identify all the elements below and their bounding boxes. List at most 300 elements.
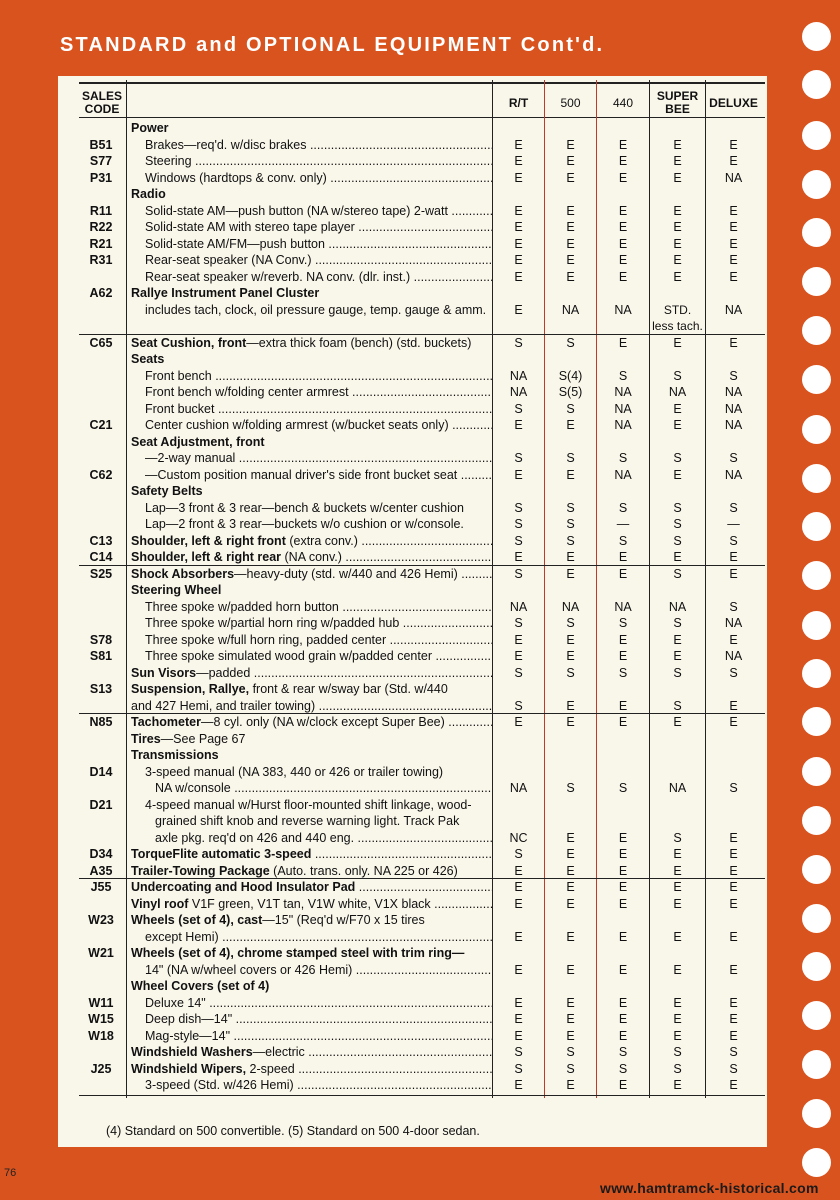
availability-440: E — [618, 847, 628, 861]
availability-deluxe: E — [729, 253, 738, 267]
availability-rt: S — [514, 401, 523, 416]
sales-code: A62 — [89, 286, 113, 300]
item-description: TorqueFlite automatic 3-speed ..... — [131, 846, 492, 862]
item-description: axle pkg. req'd on 426 and 440 eng. ..... — [155, 830, 492, 846]
availability-super-bee: E — [673, 1078, 682, 1092]
availability-deluxe: E — [729, 335, 738, 350]
table-row — [79, 450, 765, 466]
availability-super-bee: E — [673, 1028, 682, 1043]
availability-deluxe: E — [729, 137, 738, 152]
item-description: Trailer-Towing Package (Auto. trans. only. NA 225 or 426) — [131, 863, 458, 878]
availability-super-bee: S — [673, 1045, 682, 1059]
availability-rt: E — [514, 203, 523, 218]
availability-deluxe: E — [729, 550, 738, 564]
availability-500: E — [566, 632, 575, 647]
availability-super-bee: S — [673, 1061, 682, 1076]
availability-deluxe: NA — [724, 467, 743, 482]
binder-hole — [802, 70, 831, 99]
item-description: Transmissions — [131, 748, 219, 762]
availability-440: E — [618, 962, 628, 977]
table-row — [79, 153, 765, 169]
availability-rt: E — [514, 962, 523, 977]
availability-super-bee: E — [673, 880, 682, 894]
availability-500: E — [566, 649, 575, 663]
footnote: (4) Standard on 500 convertible. (5) Standard on 500 4-door sedan. — [106, 1124, 480, 1138]
table-row — [79, 137, 765, 153]
availability-440: E — [618, 880, 628, 894]
availability-440: E — [618, 154, 628, 168]
availability-deluxe: E — [729, 995, 738, 1010]
availability-500: E — [566, 1078, 575, 1092]
sales-code: S25 — [89, 566, 113, 581]
availability-500: E — [566, 137, 575, 152]
header-code-line2: CODE — [84, 102, 120, 116]
availability-440: E — [618, 236, 628, 251]
availability-deluxe: NA — [724, 170, 743, 185]
item-description: —2-way manual ..... — [145, 450, 492, 466]
availability-rt: E — [514, 269, 523, 284]
table-row — [79, 1044, 765, 1060]
sales-code: W23 — [88, 913, 114, 927]
item-description: and 427 Hemi, and trailer towing) ..... — [131, 698, 492, 714]
availability-440: E — [618, 649, 628, 663]
availability-500: E — [566, 418, 575, 432]
header-rt: R/T — [508, 96, 529, 110]
availability-deluxe: E — [729, 236, 738, 251]
availability-super-bee: E — [673, 1012, 682, 1026]
availability-rt: S — [514, 451, 523, 465]
sales-code: W18 — [88, 1028, 114, 1043]
sales-code: R21 — [89, 236, 113, 251]
availability-super-bee: E — [673, 649, 682, 663]
sales-code: B51 — [89, 137, 113, 152]
binder-hole — [802, 170, 831, 199]
availability-super-bee: less tach. — [652, 319, 703, 333]
item-description: Lap—3 front & 3 rear—bench & buckets w/center cushion — [145, 500, 464, 515]
availability-500: E — [566, 896, 575, 911]
availability-deluxe: E — [729, 154, 738, 168]
availability-440: E — [618, 269, 628, 284]
availability-deluxe: NA — [724, 649, 743, 663]
availability-rt: S — [514, 847, 523, 861]
sales-code: R11 — [89, 203, 113, 218]
item-description: Sun Visors—padded ..... — [131, 665, 492, 681]
availability-500: E — [566, 847, 575, 861]
item-description: Steering ..... — [145, 153, 492, 169]
header-super-line1: SUPER — [656, 89, 699, 103]
table-row — [79, 120, 765, 136]
table-row — [79, 582, 765, 598]
availability-super-bee: E — [673, 253, 682, 267]
availability-440: E — [618, 550, 628, 564]
availability-rt: E — [514, 236, 523, 251]
sales-code: C14 — [89, 550, 113, 564]
availability-super-bee: E — [673, 929, 682, 944]
table-row — [79, 269, 765, 285]
availability-440: E — [618, 1028, 628, 1043]
availability-deluxe: NA — [724, 385, 743, 399]
item-description: 4-speed manual w/Hurst floor-mounted shift linkage, wood- — [145, 797, 472, 812]
binder-hole — [802, 22, 831, 51]
availability-440: S — [618, 781, 628, 795]
table-row — [79, 368, 765, 384]
availability-440: — — [616, 517, 630, 531]
binder-hole — [802, 659, 831, 688]
table-row — [79, 533, 765, 549]
availability-super-bee: E — [673, 170, 682, 185]
availability-440: S — [618, 1045, 628, 1059]
availability-deluxe: E — [729, 698, 738, 713]
availability-deluxe: E — [729, 566, 738, 581]
availability-super-bee: S — [673, 500, 682, 515]
availability-super-bee: S — [673, 517, 682, 531]
availability-500: E — [566, 236, 575, 251]
availability-rt: S — [514, 1045, 523, 1059]
binder-hole — [802, 1001, 831, 1030]
availability-super-bee: S — [673, 665, 682, 680]
availability-rt: E — [514, 467, 523, 482]
table-row — [79, 846, 765, 862]
availability-rt: NC — [509, 830, 528, 845]
availability-deluxe: E — [729, 220, 738, 234]
item-description: Wheel Covers (set of 4) — [131, 979, 270, 993]
availability-super-bee: E — [673, 137, 682, 152]
table-row — [79, 698, 765, 714]
availability-deluxe: E — [729, 1078, 738, 1092]
item-description: Three spoke simulated wood grain w/padded center ..... — [145, 648, 492, 664]
table-row — [79, 731, 765, 747]
item-description: Windshield Wipers, 2-speed ..... — [131, 1061, 492, 1077]
item-description: Seat Cushion, front—extra thick foam (bench) (std. buckets) — [131, 335, 472, 350]
table-row — [79, 351, 765, 367]
sales-code: C13 — [89, 533, 113, 548]
availability-deluxe: E — [729, 962, 738, 977]
availability-super-bee: E — [673, 715, 682, 729]
sales-code: C21 — [89, 418, 113, 432]
table-row — [79, 186, 765, 202]
availability-440: NA — [614, 302, 632, 317]
binder-hole — [802, 267, 831, 296]
availability-440: E — [618, 170, 628, 185]
table-row — [79, 1011, 765, 1027]
availability-500: S — [566, 335, 575, 350]
section-rule — [79, 713, 765, 714]
availability-rt: S — [514, 698, 523, 713]
availability-500: E — [566, 1028, 575, 1043]
availability-440: NA — [614, 467, 632, 482]
table-row — [79, 483, 765, 499]
availability-deluxe: NA — [724, 401, 743, 416]
sales-code: C62 — [89, 467, 113, 482]
availability-440: E — [618, 137, 628, 152]
header-deluxe: DELUXE — [709, 96, 758, 110]
item-description: Brakes—req'd. w/disc brakes ..... — [145, 137, 492, 153]
item-description: Windows (hardtops & conv. only) ..... — [145, 170, 492, 186]
binder-hole — [802, 218, 831, 247]
availability-deluxe: NA — [724, 418, 743, 432]
availability-rt: E — [514, 418, 523, 432]
availability-rt: E — [514, 550, 523, 564]
availability-500: E — [566, 830, 575, 845]
item-description: Front bucket ..... — [145, 401, 492, 417]
availability-super-bee: E — [673, 550, 682, 564]
table-row — [79, 203, 765, 219]
binder-hole — [802, 415, 831, 444]
availability-500: E — [566, 863, 575, 878]
item-description: except Hemi) ..... — [145, 929, 492, 945]
item-description: Undercoating and Hood Insulator Pad ..... — [131, 879, 492, 895]
item-description: Rear-seat speaker (NA Conv.) ..... — [145, 252, 492, 268]
availability-500: S — [566, 1045, 575, 1059]
table-row — [79, 995, 765, 1011]
table-row — [79, 879, 765, 895]
sales-code: D21 — [89, 797, 113, 812]
availability-deluxe: E — [729, 1012, 738, 1026]
table-row — [79, 632, 765, 648]
availability-440: E — [618, 253, 628, 267]
availability-500: E — [566, 467, 575, 482]
table-row — [79, 929, 765, 945]
availability-deluxe: — — [727, 517, 740, 531]
binder-hole — [802, 316, 831, 345]
availability-deluxe: NA — [724, 616, 743, 630]
availability-deluxe: E — [729, 715, 738, 729]
availability-500: E — [566, 203, 575, 218]
item-description: Solid-state AM/FM—push button ..... — [145, 236, 492, 252]
item-description: Wheels (set of 4), cast—15" (Req'd w/F70 x 15 tires — [131, 913, 425, 927]
availability-deluxe: S — [729, 599, 738, 614]
table-row — [79, 1028, 765, 1044]
item-description: Windshield Washers—electric ..... — [131, 1044, 492, 1060]
binder-hole — [802, 757, 831, 786]
availability-500: NA — [561, 599, 580, 614]
item-description: NA w/console ..... — [155, 780, 492, 796]
availability-rt: S — [514, 566, 523, 581]
availability-500: S — [566, 1061, 575, 1076]
availability-rt: S — [514, 533, 523, 548]
availability-super-bee: STD. — [663, 302, 692, 317]
binder-hole — [802, 611, 831, 640]
header-sales-code — [79, 90, 125, 116]
availability-super-bee: S — [673, 616, 682, 630]
availability-super-bee: S — [673, 451, 682, 465]
table-row — [79, 549, 765, 565]
sales-code: R31 — [89, 253, 113, 267]
availability-500: E — [566, 566, 575, 581]
availability-deluxe: E — [729, 929, 738, 944]
item-description: grained shift knob and reverse warning light. Track Pak — [155, 814, 460, 828]
item-description: Seats — [131, 352, 165, 366]
availability-deluxe: S — [729, 665, 738, 680]
availability-440: E — [618, 335, 628, 350]
availability-deluxe: S — [729, 1061, 738, 1076]
availability-500: S — [566, 665, 575, 680]
availability-rt: S — [514, 517, 523, 531]
table-row — [79, 912, 765, 928]
section-rule — [79, 334, 765, 335]
availability-deluxe: E — [729, 880, 738, 894]
availability-super-bee: E — [673, 154, 682, 168]
table-row — [79, 467, 765, 483]
availability-rt: E — [514, 253, 523, 267]
sales-code: R22 — [89, 220, 113, 234]
availability-500: E — [566, 269, 575, 284]
availability-rt: S — [514, 665, 523, 680]
availability-super-bee: E — [673, 269, 682, 284]
availability-rt: E — [514, 1012, 523, 1026]
availability-rt: E — [514, 632, 523, 647]
availability-rt: NA — [509, 781, 528, 795]
item-description: Seat Adjustment, front — [131, 434, 265, 449]
availability-500: NA — [561, 302, 580, 317]
sales-code: C65 — [89, 335, 113, 350]
item-description: 3-speed manual (NA 383, 440 or 426 or trailer towing) — [145, 764, 444, 779]
binder-hole — [802, 561, 831, 590]
availability-440: E — [618, 830, 628, 845]
availability-440: S — [618, 1061, 628, 1076]
availability-super-bee: NA — [668, 385, 687, 399]
header-500: 500 — [560, 96, 581, 110]
availability-440: NA — [614, 401, 632, 416]
item-description: Steering Wheel — [131, 583, 222, 597]
binder-hole — [802, 855, 831, 884]
availability-440: S — [618, 500, 628, 515]
binder-holes — [780, 0, 840, 1200]
availability-super-bee: E — [673, 995, 682, 1010]
availability-500: S — [566, 517, 575, 531]
availability-super-bee: E — [673, 467, 682, 482]
availability-440: E — [618, 1012, 628, 1026]
availability-super-bee: S — [673, 368, 682, 383]
availability-500: E — [566, 253, 575, 267]
availability-super-bee: E — [673, 847, 682, 861]
item-description: Three spoke w/full horn ring, padded center ..... — [145, 632, 492, 648]
binder-hole — [802, 1099, 831, 1128]
binder-hole — [802, 904, 831, 933]
availability-500: E — [566, 995, 575, 1010]
sales-code: W21 — [88, 946, 114, 960]
table-row — [79, 780, 765, 796]
sales-code: D34 — [89, 847, 113, 861]
sales-code: S81 — [89, 649, 113, 663]
availability-super-bee: S — [673, 533, 682, 548]
item-description: Rear-seat speaker w/reverb. NA conv. (dlr. inst.) ..... — [145, 269, 492, 285]
item-description: Rallye Instrument Panel Cluster — [131, 286, 320, 300]
sales-code: D14 — [89, 764, 113, 779]
item-description: Radio — [131, 187, 166, 201]
availability-super-bee: E — [673, 418, 682, 432]
availability-super-bee: NA — [668, 781, 687, 795]
item-description: Wheels (set of 4), chrome stamped steel with trim ring— — [131, 946, 465, 960]
table-row — [79, 830, 765, 846]
availability-deluxe: E — [729, 203, 738, 218]
availability-super-bee: E — [673, 236, 682, 251]
availability-rt: E — [514, 154, 523, 168]
header-rule — [79, 117, 765, 118]
table-row — [79, 945, 765, 961]
table-row — [79, 681, 765, 697]
item-description: Shock Absorbers—heavy-duty (std. w/440 and 426 Hemi) ..... — [131, 566, 492, 582]
item-description: Tachometer—8 cyl. only (NA w/clock except Super Bee) ..... — [131, 714, 492, 730]
availability-440: E — [618, 203, 628, 218]
source-watermark: www.hamtramck-historical.com — [600, 1180, 819, 1196]
availability-440: S — [618, 616, 628, 630]
availability-440: E — [618, 220, 628, 234]
sales-code: W11 — [88, 995, 114, 1010]
binder-hole — [802, 512, 831, 541]
availability-440: E — [618, 1078, 628, 1092]
availability-500: E — [566, 715, 575, 729]
header-440: 440 — [612, 96, 634, 110]
table-row — [79, 170, 765, 186]
table-row — [79, 285, 765, 301]
availability-440: E — [618, 863, 628, 878]
table-row — [79, 434, 765, 450]
availability-440: S — [618, 368, 628, 383]
availability-440: E — [618, 995, 628, 1010]
table-row — [79, 516, 765, 532]
table-row — [79, 219, 765, 235]
table-row — [79, 335, 765, 351]
header-super-bee — [650, 90, 705, 116]
table-row — [79, 896, 765, 912]
equipment-table — [79, 80, 765, 1104]
header-sales-line1: SALES — [81, 89, 122, 103]
availability-440: S — [618, 451, 628, 465]
availability-deluxe: E — [729, 896, 738, 911]
item-description: Safety Belts — [131, 484, 203, 498]
availability-rt: NA — [509, 368, 528, 383]
availability-440: E — [618, 896, 628, 911]
table-row — [79, 1077, 765, 1093]
sales-code: N85 — [89, 715, 113, 729]
section-rule — [79, 565, 765, 566]
availability-rt: E — [514, 170, 523, 185]
table-top-rule — [79, 82, 765, 84]
availability-rt: E — [514, 929, 523, 944]
table-row — [79, 764, 765, 780]
sales-code: S78 — [89, 632, 113, 647]
availability-rt: E — [514, 302, 523, 317]
availability-deluxe: NA — [724, 302, 743, 317]
binder-hole — [802, 952, 831, 981]
item-description: Shoulder, left & right rear (NA conv.) ..... — [131, 549, 492, 565]
binder-hole — [802, 121, 831, 150]
availability-rt: E — [514, 649, 523, 663]
availability-440: NA — [614, 599, 632, 614]
availability-440: E — [618, 632, 628, 647]
item-description: Tires—See Page 67 — [131, 731, 246, 746]
binder-hole — [802, 464, 831, 493]
sales-code: S13 — [89, 682, 113, 696]
item-description: 3-speed (Std. w/426 Hemi) ..... — [145, 1077, 492, 1093]
table-row — [79, 599, 765, 615]
availability-440: NA — [614, 385, 632, 399]
availability-deluxe: S — [729, 500, 738, 515]
sales-code: P31 — [89, 170, 113, 185]
item-description: Mag-style—14" ..... — [145, 1028, 492, 1044]
availability-rt: NA — [509, 385, 528, 399]
binder-hole — [802, 1148, 831, 1177]
sales-code: J55 — [90, 880, 112, 894]
availability-500: E — [566, 550, 575, 564]
availability-440: E — [618, 698, 628, 713]
item-description: Solid-state AM with stereo tape player ..... — [145, 219, 492, 235]
availability-rt: E — [514, 1028, 523, 1043]
availability-super-bee: E — [673, 896, 682, 911]
binder-hole — [802, 806, 831, 835]
table-row — [79, 417, 765, 433]
